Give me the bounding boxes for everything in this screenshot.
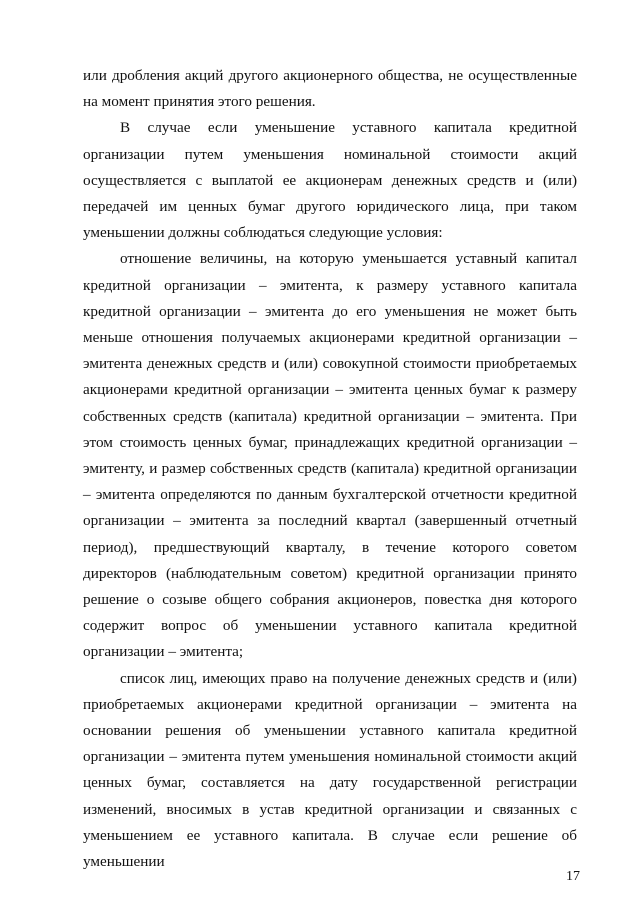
page-number: 17: [566, 869, 580, 884]
body-text: [83, 63, 577, 875]
paragraph-ratio-condition: отношение величины, на которую уменьшается уставный капитал кредитной организации – эмитента, к размеру уставного капитала кредитной организации – эмитента до его уменьшения не может быть меньше отношения получаемых акционерами кредитной организации – эмитента денежных средств и (или) совокупной стоимости приобретаемых акционерами кредитной организации – эмитента ценных бумаг к размеру собственных средств (капитала) кредитной организации – эмитента. При этом стоимость ценных бумаг, принадлежащих кредитной организации – эмитенту, и размер собственных средств (капитала) кредитной организации – эмитента определяются по данным бухгалтерской отчетности кредитной организации – эмитента за последний квартал (завершенный отчетный период), предшествующий кварталу, в течение которого советом директоров (наблюдательным советом) кредитной организации принято решение о созыве общего собрания акционеров, повестка дня которого содержит вопрос об уменьшении уставного капитала кредитной организации – эмитента;: [83, 250, 577, 661]
paragraph-continuation: или дробления акций другого акционерного общества, не осуществленные на момент принятия этого решения.: [83, 67, 577, 111]
paragraph-shareholder-list: список лиц, имеющих право на получение денежных средств и (или) приобретаемых акционерами кредитной организации – эмитента на основании решения об уменьшении уставного капитала кредитной организации – эмитента путем уменьшения номинальной стоимости акций ценных бумаг, составляется на дату государственной регистрации изменений, вносимых в устав кредитной организации и связанных с уменьшением ее уставного капитала. В случае если решение об уменьшении: [83, 669, 577, 871]
paragraph-conditions-intro: В случае если уменьшение уставного капитала кредитной организации путем уменьшения номинальной стоимости акций осуществляется с выплатой ее акционерам денежных средств и (или) передачей им ценных бумаг другого юридического лица, при таком уменьшении должны соблюдаться следующие условия:: [83, 119, 577, 242]
